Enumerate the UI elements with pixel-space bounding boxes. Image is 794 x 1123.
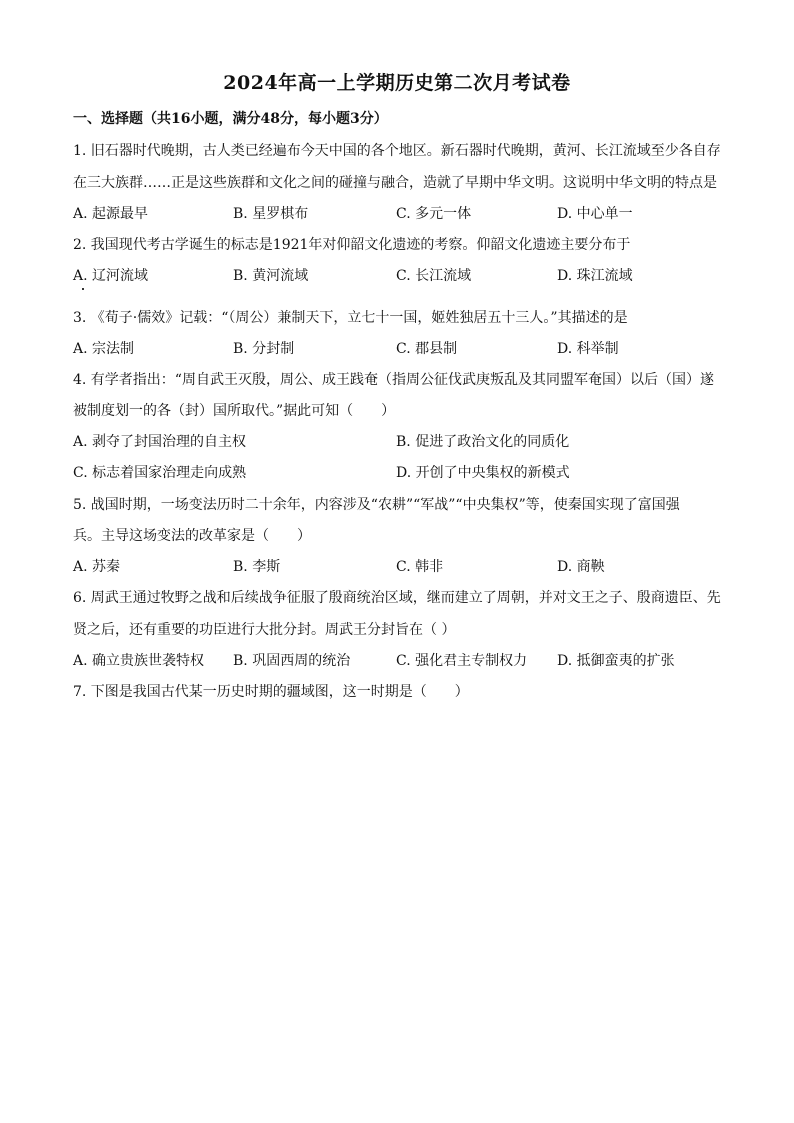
question-5-option-c: C. 韩非 [396, 559, 444, 575]
question-4-line-2: 被制度划一的各（封）国所取代。”据此可知（ ） [73, 403, 396, 419]
question-3-option-d: D. 科举制 [557, 341, 619, 357]
question-6-option-c: C. 强化君主专制权力 [396, 653, 528, 669]
question-5-option-d: D. 商鞅 [557, 559, 605, 575]
question-2-line-1: 2. 我国现代考古学诞生的标志是1921年对仰韶文化遗迹的考察。仰韶文化遗迹主要分布于 [73, 237, 631, 253]
stray-mark [82, 288, 84, 290]
question-1-line-1: 1. 旧石器时代晚期，古人类已经遍布今天中国的各个地区。新石器时代晚期，黄河、长江流域至少各自存 [73, 143, 721, 159]
question-1-option-c: C. 多元一体 [396, 206, 472, 222]
question-2-option-a: A. 辽河流域 [73, 268, 149, 284]
question-1-option-a: A. 起源最早 [73, 206, 149, 222]
exam-title: 2024年高一上学期历史第二次月考试卷 [223, 72, 571, 94]
question-6-option-a: A. 确立贵族世袭特权 [73, 653, 205, 669]
question-2-option-c: C. 长江流域 [396, 268, 472, 284]
question-1-line-2: 在三大族群……正是这些族群和文化之间的碰撞与融合，造就了早期中华文明。这说明中华文明的特点是 [73, 175, 717, 191]
question-2-option-b: B. 黄河流域 [233, 268, 309, 284]
question-5-option-b: B. 李斯 [233, 559, 281, 575]
question-4-option-a: A. 剥夺了封国治理的自主权 [73, 434, 247, 450]
question-6-line-2: 贤之后，还有重要的功臣进行大批分封。周武王分封旨在（ ） [73, 622, 456, 638]
question-5-line-1: 5. 战国时期，一场变法历时二十余年，内容涉及“农耕”“军战”“中央集权”等，使秦国实现了富国强 [73, 497, 680, 513]
question-3-option-a: A. 宗法制 [73, 341, 135, 357]
question-3-line-1: 3. 《荀子·儒效》记载：“（周公）兼制天下，立七十一国，姬姓独居五十三人。”其描述的是 [73, 310, 628, 326]
section-heading: 一、选择题（共16小题，满分48分，每小题3分） [73, 111, 388, 127]
question-4-option-b: B. 促进了政治文化的同质化 [396, 434, 570, 450]
question-6-line-1: 6. 周武王通过牧野之战和后续战争征服了殷商统治区域，继而建立了周朝，并对文王之子、殷商遗臣、先 [73, 590, 721, 606]
question-4-line-1: 4. 有学者指出：“周自武王灭殷，周公、成王践奄（指周公征伐武庚叛乱及其同盟军奄国）以后（国）遂 [73, 372, 714, 388]
question-6-option-d: D. 抵御蛮夷的扩张 [557, 653, 675, 669]
question-1-option-d: D. 中心单一 [557, 206, 633, 222]
question-4-option-d: D. 开创了中央集权的新模式 [396, 465, 570, 481]
question-5-line-2: 兵。主导这场变法的改革家是（ ） [73, 528, 311, 544]
question-7-line-1: 7. 下图是我国古代某一历史时期的疆域图，这一时期是（ ） [73, 684, 469, 700]
question-3-option-b: B. 分封制 [233, 341, 295, 357]
question-2-option-d: D. 珠江流域 [557, 268, 633, 284]
question-3-option-c: C. 郡县制 [396, 341, 458, 357]
question-1-option-b: B. 星罗棋布 [233, 206, 309, 222]
question-6-option-b: B. 巩固西周的统治 [233, 653, 351, 669]
question-4-option-c: C. 标志着国家治理走向成熟 [73, 465, 247, 481]
question-5-option-a: A. 苏秦 [73, 559, 121, 575]
